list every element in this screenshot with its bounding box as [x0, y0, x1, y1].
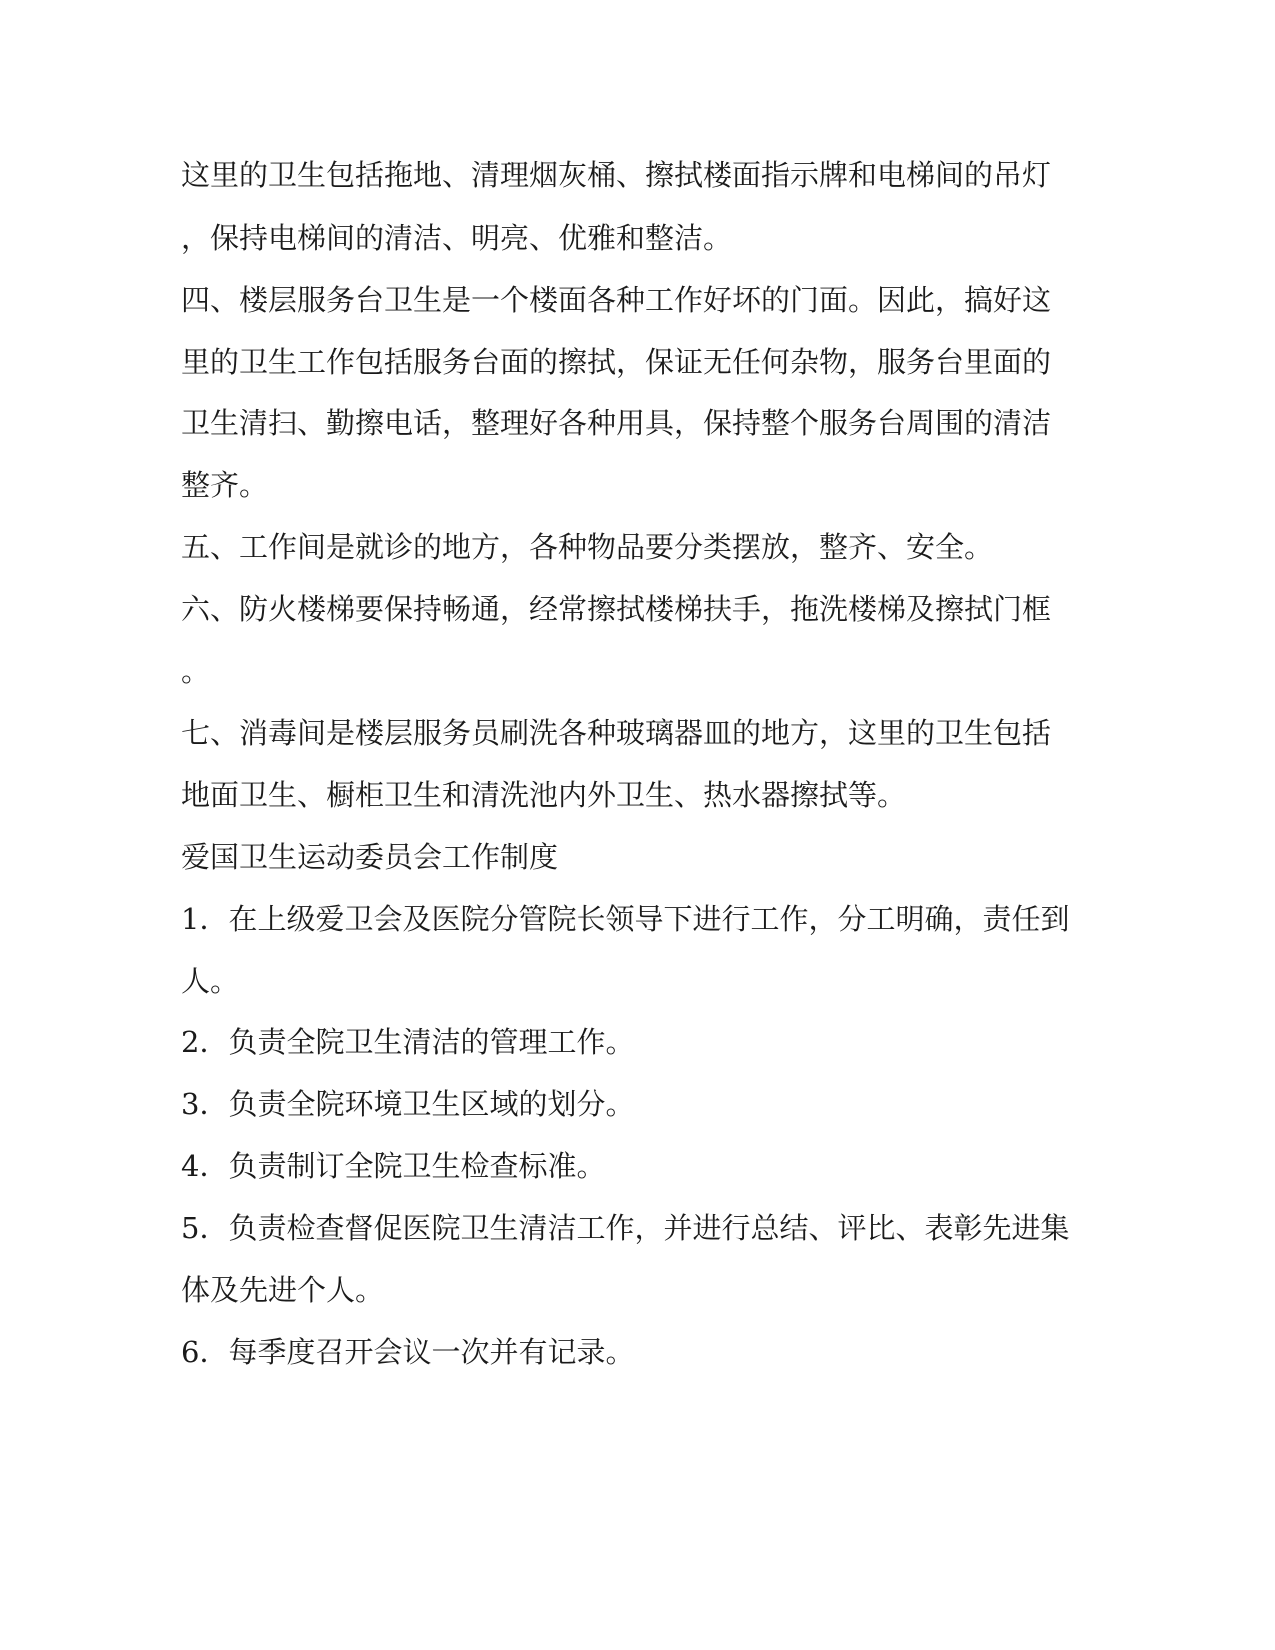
list-item-6: 6．每季度召开会议一次并有记录。	[181, 1335, 635, 1369]
text-line: 人。	[181, 964, 240, 998]
text-line: 地面卫生、橱柜卫生和清洗池内外卫生、热水器擦拭等。	[181, 778, 907, 812]
list-item-5: 5．负责检查督促医院卫生清洁工作，并进行总结、评比、表彰先进集	[181, 1211, 1070, 1245]
text-line: 。	[181, 654, 211, 688]
text-line: 体及先进个人。	[181, 1273, 385, 1307]
section-heading: 爱国卫生运动委员会工作制度	[181, 840, 559, 874]
list-item-2: 2．负责全院卫生清洁的管理工作。	[181, 1025, 635, 1059]
text-line: ，保持电梯间的清洁、明亮、优雅和整洁。	[181, 221, 733, 255]
list-item-3: 3．负责全院环境卫生区域的划分。	[181, 1087, 635, 1121]
text-line: 卫生清扫、勤擦电话，整理好各种用具，保持整个服务台周围的清洁	[181, 406, 1052, 440]
list-item-1: 1．在上级爱卫会及医院分管院长领导下进行工作，分工明确，责任到	[181, 902, 1070, 936]
text-line: 这里的卫生包括拖地、清理烟灰桶、擦拭楼面指示牌和电梯间的吊灯	[181, 158, 1052, 192]
paragraph-4-heading-line: 四、楼层服务台卫生是一个楼面各种工作好坏的门面。因此，搞好这	[181, 283, 1052, 317]
paragraph-5-line: 五、工作间是就诊的地方，各种物品要分类摆放，整齐、安全。	[181, 530, 994, 564]
paragraph-6-line: 六、防火楼梯要保持畅通，经常擦拭楼梯扶手，拖洗楼梯及擦拭门框	[181, 592, 1052, 626]
text-line: 整齐。	[181, 468, 269, 502]
list-item-4: 4．负责制订全院卫生检查标准。	[181, 1149, 606, 1183]
text-line: 里的卫生工作包括服务台面的擦拭，保证无任何杂物，服务台里面的	[181, 345, 1052, 379]
paragraph-7-line: 七、消毒间是楼层服务员刷洗各种玻璃器皿的地方，这里的卫生包括	[181, 716, 1052, 750]
